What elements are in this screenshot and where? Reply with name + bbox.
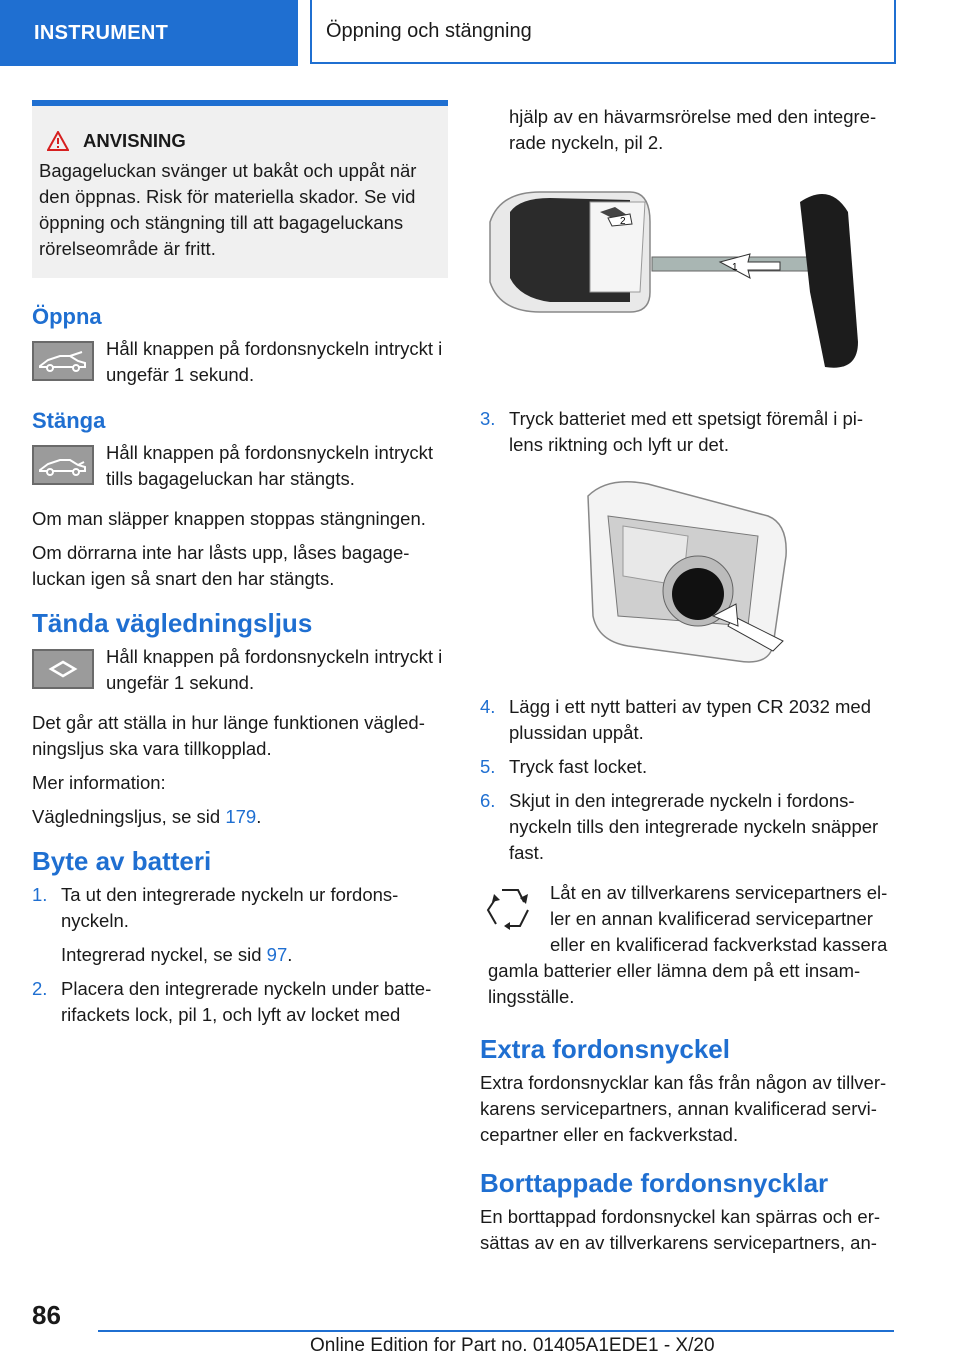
list-item	[32, 976, 448, 1028]
guide-reference-text: Vägledningsljus, se sid	[32, 806, 226, 827]
svg-text:2: 2	[620, 216, 626, 227]
guide-page-link[interactable]: 179	[225, 806, 257, 827]
step-text: Ta ut den integrerade nyckeln ur fordons-nyckeln.	[61, 884, 399, 931]
step-number: 4.	[480, 696, 496, 717]
svg-text:1: 1	[732, 262, 738, 273]
step-sub-text: Integrerad nyckel, se sid	[61, 944, 267, 965]
close-paragraph-2: Om dörrarna inte har låsts upp, låses bagage-luckan igen så snart den har stängts.	[32, 542, 410, 589]
step-number: 3.	[480, 408, 496, 429]
guide-light-icon	[32, 649, 94, 689]
battery-heading: Byte av batteri	[32, 846, 212, 876]
trunk-close-icon	[32, 445, 94, 485]
guide-instruction	[32, 644, 448, 696]
list-item	[480, 788, 896, 866]
warning-triangle-icon	[47, 131, 69, 151]
step-number: 6.	[480, 790, 496, 811]
lost-keys-heading: Borttappade fordonsnycklar	[480, 1168, 829, 1198]
page-header	[0, 0, 960, 66]
warning-text: Bagageluckan svänger ut bakåt och uppåt när den öppnas. Risk för materiella skador. Se vid öppning och stängning till att bagageluckans rörelseområde är fritt.	[39, 160, 417, 259]
list-item	[32, 882, 448, 968]
step-number: 1.	[32, 884, 48, 905]
chapter-title: Öppning och stängning	[310, 0, 896, 64]
recycle-note	[480, 880, 896, 1010]
extra-key-heading: Extra fordonsnyckel	[480, 1034, 730, 1064]
battery-illustration	[480, 476, 896, 666]
step-text: Tryck fast locket.	[509, 756, 648, 777]
battery-steps-right-1	[480, 406, 896, 458]
guide-paragraph-1: Det går att ställa in hur länge funktionen vägled-ningsljus ska vara tillkopplad.	[32, 712, 425, 759]
guide-reference-end: .	[256, 806, 262, 827]
warning-title	[39, 128, 440, 154]
guide-paragraph-2: Mer information:	[32, 772, 166, 793]
step-number: 5.	[480, 756, 496, 777]
step-text: Skjut in den integrerade nyckeln i fordons-nyckeln tills den integrerade nyckeln snäpper fast.	[509, 790, 879, 863]
close-heading: Stänga	[32, 408, 106, 433]
battery-steps-left	[32, 882, 448, 1028]
recycle-text: Låt en av tillverkarens servicepartners el-ler en annan kvalificerad servicepartner eller en kvalificerad fackverkstad kassera gamla batterier eller lämna dem på ett insam-lingsställe.	[488, 882, 888, 1007]
list-item	[480, 754, 896, 780]
key-open-illustration	[480, 182, 896, 382]
battery-steps-right-2	[480, 694, 896, 866]
right-column	[480, 100, 896, 1264]
list-item	[480, 694, 896, 746]
recycle-icon	[480, 880, 540, 940]
extra-key-text: Extra fordonsnycklar kan fås från någon av tillver-karens servicepartners, annan kvalificerad servi-cepartner eller en fackverkstad.	[480, 1072, 887, 1145]
open-text: Håll knappen på fordonsnyckeln intryckt i ungefär 1 sekund.	[106, 338, 443, 385]
close-instruction	[32, 440, 448, 492]
open-heading: Öppna	[32, 304, 102, 329]
warning-title-text: ANVISNING	[83, 130, 186, 151]
guide-reference	[32, 804, 448, 830]
section-tab[interactable]: INSTRUMENT	[0, 0, 298, 66]
step-text: Lägg i ett nytt batteri av typen CR 2032 med plussidan uppåt.	[509, 696, 871, 743]
list-item	[480, 406, 896, 458]
warning-box	[32, 100, 448, 278]
step-number: 2.	[32, 978, 48, 999]
step2-continuation: hjälp av en hävarmsrörelse med den integre-rade nyckeln, pil 2.	[509, 106, 877, 153]
integrated-key-page-link[interactable]: 97	[266, 944, 288, 965]
step-sub-end: .	[287, 944, 293, 965]
close-text: Håll knappen på fordonsnyckeln intryckt tills bagageluckan har stängts.	[106, 442, 434, 489]
guide-heading: Tända vägledningsljus	[32, 608, 313, 638]
page-number: 86	[32, 1300, 61, 1330]
close-paragraph-1: Om man släpper knappen stoppas stängningen.	[32, 508, 426, 529]
lost-keys-text: En borttappad fordonsnyckel kan spärras och er-sättas av en av tillverkarens servicepartners, an-	[480, 1206, 881, 1253]
edition-text: Online Edition for Part no. 01405A1EDE1 - X/20	[310, 1335, 715, 1356]
step-sub	[61, 942, 448, 968]
step-text: Tryck batteriet med ett spetsigt föremål i pi-lens riktning och lyft ur det.	[509, 408, 864, 455]
footer-divider	[98, 1330, 894, 1332]
trunk-open-icon	[32, 341, 94, 381]
step-text: Placera den integrerade nyckeln under batte-rifackets lock, pil 1, och lyft av locket med	[61, 978, 432, 1025]
left-column	[32, 100, 448, 1036]
guide-text: Håll knappen på fordonsnyckeln intryckt i ungefär 1 sekund.	[106, 646, 443, 693]
open-instruction	[32, 336, 448, 388]
